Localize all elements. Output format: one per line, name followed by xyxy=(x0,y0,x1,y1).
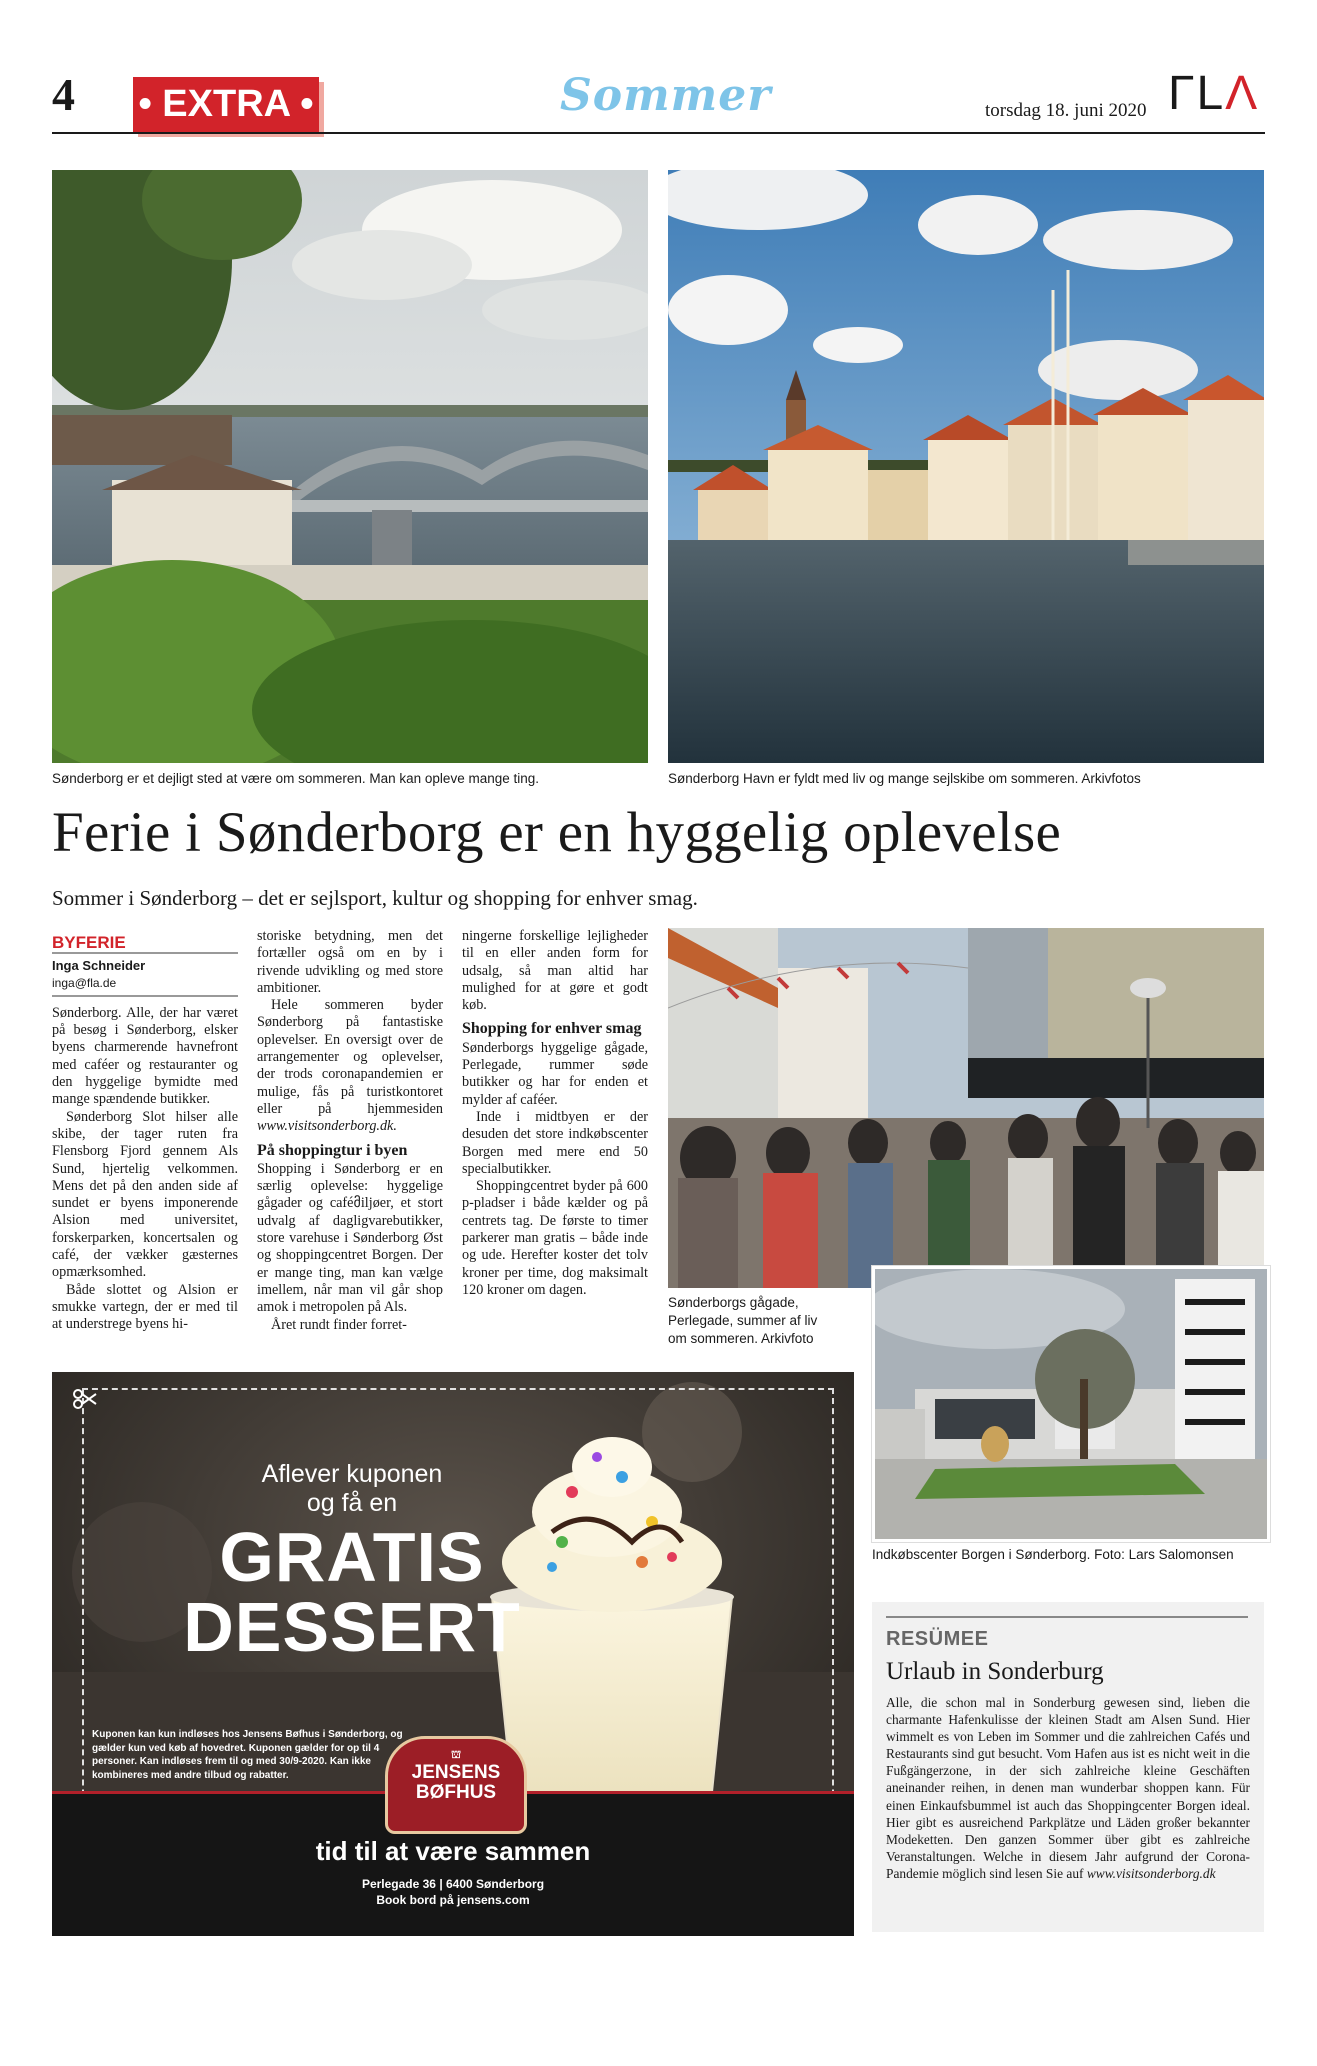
website-link[interactable]: www.visitsonderborg.dk. xyxy=(257,1118,397,1135)
photo-harbour xyxy=(668,170,1264,763)
page-number: 4 xyxy=(52,69,75,120)
jensens-bofhus-logo: ⛫ JENSENS BØFHUS xyxy=(385,1736,527,1834)
body-paragraph: Shoppingcentret byder på 600 p-pladser i både kælder og på centrets tag. De første to timer parkerer man gratis – både inde og ude. Herefter koster det tolv kroner per time, dog maksimalt 120 kroner om dagen. xyxy=(462,1178,648,1298)
body-paragraph: Året rundt finder forret- xyxy=(271,1316,407,1333)
photo-caption: Sønderborg er et dejligt sted at være om sommeren. Man kan opleve mange ting. xyxy=(52,771,539,786)
article-column-1 xyxy=(52,934,238,1334)
byline-rule xyxy=(52,995,238,997)
photo-shopping-street xyxy=(668,928,1264,1288)
supplement-title: Sommer xyxy=(560,70,772,121)
article-subhead: Sommer i Sønderborg – det er sejlsport, kultur og shopping for enhver smag. xyxy=(52,886,698,910)
ad-offer-text: Aflever kuponen og få en xyxy=(261,1460,443,1517)
byline-tag: BYFERIE xyxy=(52,933,126,952)
ad-address: Perlegade 36 | 6400 Sønderborg Book bord på jensens.com xyxy=(361,1877,545,1908)
ad-slogan: tid til at være sammen xyxy=(315,1836,591,1866)
body-paragraph: Sønderborgs hyggelige gågade, Perlegade, rummer søde butikker og har for enden et mylder af caféer. xyxy=(462,1039,648,1108)
resumee-box xyxy=(872,1602,1264,1932)
ad-terms: Kuponen kan kun indløses hos Jensens Bøfhus i Sønderborg, og gælder kun ved køb af hovedret. Kuponen gælder for op til 4 personer. Kan indløses frem til og med 30/9-2020. Kan ikke kombineres med andre tilbud og rabatter. xyxy=(92,1729,403,1781)
photo-bridge xyxy=(52,170,648,763)
photo-caption: Sønderborgs gågade, Perlegade, summer af liv om sommeren. Arkivfoto xyxy=(668,1295,818,1347)
body-paragraph: Både slottet og Alsion er smukke vartegn, der er med til at understrege byens hi- xyxy=(52,1281,238,1333)
advertisement-coupon[interactable] xyxy=(52,1372,854,1936)
body-paragraph: Sønderborg Slot hilser alle skibe, der tager ruten fra Flensborg Fjord gennem Als Sund, hjertelig velkommen. Mens det på den anden side af sundet er byens imponerende Alsion med universitet, forskerparken, koncertsalen og café, der vækker gæsternes opmærksomhed. xyxy=(52,1108,238,1281)
ad-headline: GRATIS DESSERT xyxy=(183,1518,521,1666)
article-headline: Ferie i Sønderborg er en hyggelig oplevelse xyxy=(52,801,1062,864)
body-paragraph: Sønderborg. Alle, der har været på besøg i Sønderborg, elsker byens charmerende havnefront med caféer og restauranter og den hyggelige bymidte med mange spændende butikker. xyxy=(52,1004,238,1108)
header-rule xyxy=(52,132,1265,134)
resumee-tag: RESÜMEE xyxy=(886,1628,989,1650)
resumee-rule xyxy=(886,1616,1248,1618)
website-link[interactable]: www.visitsonderborg.dk xyxy=(1086,1865,1216,1881)
byline-author: Inga Schneider xyxy=(52,958,146,974)
newspaper-logo: ΓLΛ xyxy=(1168,67,1260,120)
photo-mall xyxy=(872,1266,1270,1542)
byline-email[interactable]: inga@fla.de xyxy=(52,975,117,990)
section-label: • EXTRA • xyxy=(133,77,319,132)
body-paragraph: Inde i midtbyen er der desuden det store indkøbscenter Borgen med mere end 50 specialbutikker. xyxy=(462,1108,648,1177)
issue-date: torsdag 18. juni 2020 xyxy=(985,100,1147,121)
resumee-title: Urlaub in Sonderburg xyxy=(886,1658,1104,1685)
article-column-2 xyxy=(257,928,443,1334)
section-heading: Shopping for enhver smag xyxy=(462,1020,642,1038)
body-paragraph: Hele sommeren byder Sønderborg på fantastiske oplevelser. En oversigt over de arrangementer og oplevelser, der trods coronapandemien er mulige, fås på turistkontoret eller på hjemmesiden www.visitsonderborg.dk. xyxy=(257,997,443,1135)
body-paragraph: storiske betydning, men det fortæller også om en by i rivende udvikling og med store ambitioner. xyxy=(257,928,443,996)
photo-caption: Sønderborg Havn er fyldt med liv og mange sejlskibe om sommeren. Arkivfotos xyxy=(668,771,1141,786)
body-paragraph: ningerne forskellige lejligheder til en eller anden form for udsalg, så man altid har mulighed for at gøre et godt køb. xyxy=(462,928,648,1014)
body-paragraph: Shopping i Sønderborg er en særlig oplevelse: hyggelige gågader og caféმiljøer, et stort udvalg af dagligvarebutikker, store varehuse i Sønderborg Øst og shoppingcentret Borgen. Der er mange ting, man kan vælge imellem, når man vil går shop amok i metropolen på Als. xyxy=(257,1160,443,1316)
photo-caption: Indkøbscenter Borgen i Sønderborg. Foto: Lars Salomonsen xyxy=(872,1547,1234,1562)
cow-icon: ⛫ xyxy=(450,1749,462,1761)
resumee-body: Alle, die schon mal in Sonderburg gewesen sind, lieben die charmante Hafenkulisse der kleinen Stadt am Alsen Sund. Hier wimmelt es von Leben im Sommer und die zahlreichen Cafés und Restaurants sind gut besucht. Vom Hafen aus ist es nicht weit in die Fußgängerzone, in der sich zahlreiche kleine Geschäften aneinander reihen, in denen man wunderbar shoppen kann. Für einen Einkaufsbummel ist auch das Shoppingcenter Borgen ideal. Hier gibt es ausreichend Parkplätze und Läden großer bekannter Modeketten. Den ganzen Sommer über gibt es zahlreiche Veranstaltungen. Welche in diesem Jahr aufgrund der Corona-Pandemie möglich sind lesen Sie auf www.visitsonderborg.dk xyxy=(886,1695,1250,1881)
article-column-3 xyxy=(462,928,648,1299)
byline-rule xyxy=(52,952,238,954)
section-heading: På shoppingtur i byen xyxy=(257,1141,408,1159)
